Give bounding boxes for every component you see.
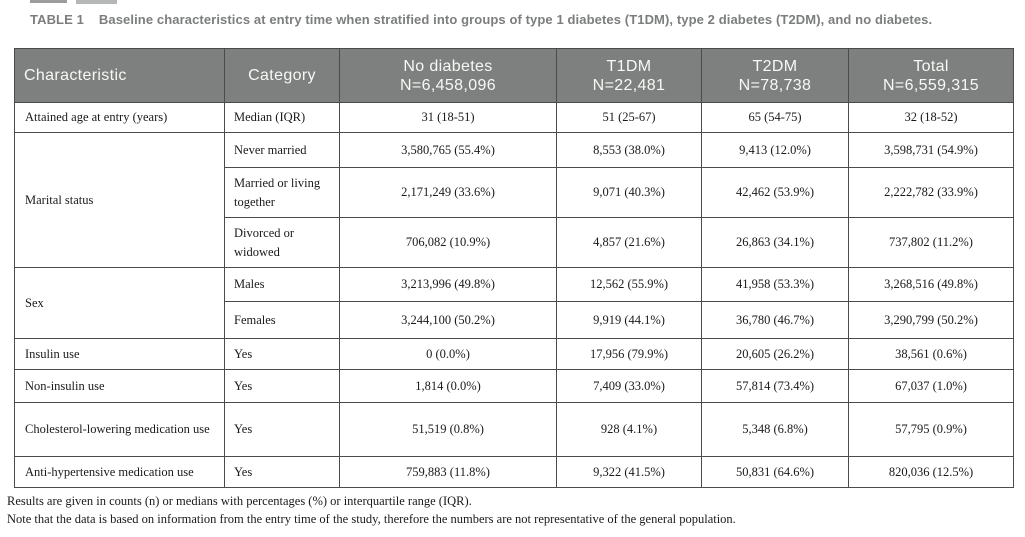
value-cell: 820,036 (12.5%) (849, 457, 1014, 488)
value-cell: 5,348 (6.8%) (702, 403, 849, 457)
value-cell: 7,409 (33.0%) (557, 370, 702, 403)
category-cell: Males (225, 268, 340, 302)
characteristic-cell: Marital status (15, 133, 225, 268)
footnote: Note that the data is based on information from the entry time of the study, therefore the numbers are not representative of the general population. (7, 511, 736, 526)
table-caption (30, 12, 1000, 28)
value-cell: 9,322 (41.5%) (557, 457, 702, 488)
value-cell: 51,519 (0.8%) (340, 403, 557, 457)
value-cell: 17,956 (79.9%) (557, 339, 702, 370)
column-header-label: T2DM (752, 57, 798, 75)
value-cell: 67,037 (1.0%) (849, 370, 1014, 403)
column-header-label: Characteristic (24, 67, 127, 84)
column-header-label: Category (248, 67, 316, 84)
value-cell: 4,857 (21.6%) (557, 218, 702, 268)
column-header-no-diabetes (340, 49, 557, 103)
value-cell: 1,814 (0.0%) (340, 370, 557, 403)
characteristic-cell: Insulin use (15, 339, 225, 370)
value-cell: 2,222,782 (33.9%) (849, 168, 1014, 218)
column-header-category (225, 49, 340, 103)
value-cell: 36,780 (46.7%) (702, 302, 849, 339)
table-row (15, 339, 1014, 370)
value-cell: 9,413 (12.0%) (702, 133, 849, 168)
column-header-n: N=6,559,315 (883, 76, 979, 94)
table-row (15, 370, 1014, 403)
value-cell: 3,268,516 (49.8%) (849, 268, 1014, 302)
value-cell: 3,213,996 (49.8%) (340, 268, 557, 302)
page-crop-artifact (30, 0, 67, 3)
value-cell: 9,071 (40.3%) (557, 168, 702, 218)
value-cell: 57,795 (0.9%) (849, 403, 1014, 457)
footnote: Results are given in counts (n) or medians with percentages (%) or interquartile range (IQR). (7, 494, 472, 508)
column-header-t2dm (702, 49, 849, 103)
value-cell: 42,462 (53.9%) (702, 168, 849, 218)
category-cell: Yes (225, 457, 340, 488)
column-header-characteristic (15, 49, 225, 103)
value-cell: 41,958 (53.3%) (702, 268, 849, 302)
column-header-total (849, 49, 1014, 103)
value-cell: 706,082 (10.9%) (340, 218, 557, 268)
header-row (15, 49, 1014, 103)
value-cell: 51 (25-67) (557, 103, 702, 133)
value-cell: 38,561 (0.6%) (849, 339, 1014, 370)
column-header-label: No diabetes (403, 57, 493, 75)
value-cell: 32 (18-52) (849, 103, 1014, 133)
value-cell: 65 (54-75) (702, 103, 849, 133)
column-header-label: T1DM (606, 57, 652, 75)
value-cell: 8,553 (38.0%) (557, 133, 702, 168)
table-caption-text: Baseline characteristics at entry time when stratified into groups of type 1 diabetes (T1DM), type 2 diabetes (T2DM), and no diabetes. (98, 12, 933, 27)
value-cell: 759,883 (11.8%) (340, 457, 557, 488)
value-cell: 0 (0.0%) (340, 339, 557, 370)
column-header-n: N=6,458,096 (400, 76, 496, 94)
table-row (15, 133, 1014, 168)
table-row (15, 103, 1014, 133)
value-cell: 31 (18-51) (340, 103, 557, 133)
category-cell: Yes (225, 370, 340, 403)
value-cell: 928 (4.1%) (557, 403, 702, 457)
value-cell: 50,831 (64.6%) (702, 457, 849, 488)
value-cell: 9,919 (44.1%) (557, 302, 702, 339)
characteristic-cell: Non-insulin use (15, 370, 225, 403)
value-cell: 2,171,249 (33.6%) (340, 168, 557, 218)
category-cell: Median (IQR) (225, 103, 340, 133)
category-cell: Married or living together (225, 168, 340, 218)
table-body (15, 103, 1014, 488)
characteristic-cell: Cholesterol-lowering medication use (15, 403, 225, 457)
table-row (15, 268, 1014, 302)
column-header-n: N=22,481 (592, 76, 666, 94)
value-cell: 3,290,799 (50.2%) (849, 302, 1014, 339)
table-footnotes (7, 493, 1017, 528)
value-cell: 20,605 (26.2%) (702, 339, 849, 370)
table-row (15, 457, 1014, 488)
category-cell: Females (225, 302, 340, 339)
characteristic-cell: Anti-hypertensive medication use (15, 457, 225, 488)
value-cell: 3,244,100 (50.2%) (340, 302, 557, 339)
category-cell: Yes (225, 403, 340, 457)
baseline-characteristics-table (14, 48, 1014, 488)
value-cell: 3,580,765 (55.4%) (340, 133, 557, 168)
table-header (15, 49, 1014, 103)
table-row (15, 403, 1014, 457)
value-cell: 57,814 (73.4%) (702, 370, 849, 403)
characteristic-cell: Attained age at entry (years) (15, 103, 225, 133)
category-cell: Yes (225, 339, 340, 370)
value-cell: 737,802 (11.2%) (849, 218, 1014, 268)
category-cell: Never married (225, 133, 340, 168)
page-crop-artifact (76, 0, 117, 4)
value-cell: 12,562 (55.9%) (557, 268, 702, 302)
value-cell: 26,863 (34.1%) (702, 218, 849, 268)
characteristic-cell: Sex (15, 268, 225, 339)
column-header-label: Total (913, 57, 949, 75)
table-number: TABLE 1 (30, 12, 84, 27)
category-cell: Divorced or widowed (225, 218, 340, 268)
column-header-n: N=78,738 (738, 76, 812, 94)
value-cell: 3,598,731 (54.9%) (849, 133, 1014, 168)
column-header-t1dm (557, 49, 702, 103)
